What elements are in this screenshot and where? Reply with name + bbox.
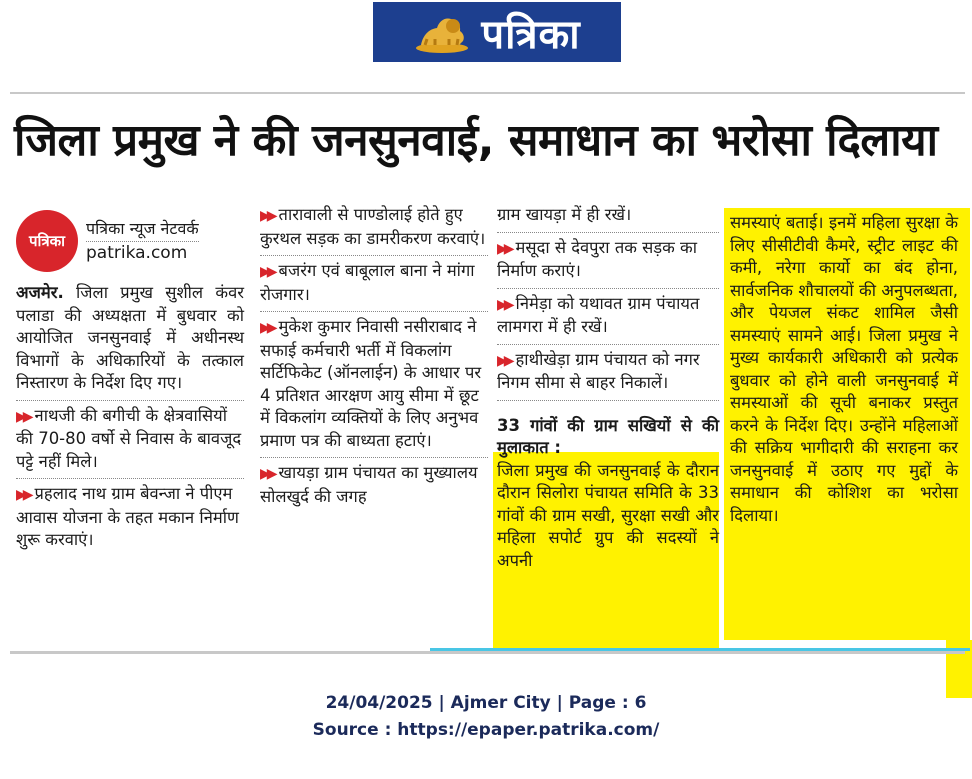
bottom-rule — [10, 651, 965, 654]
headline: जिला प्रमुख ने की जनसुनवाई, समाधान का भरोसा दिलाया — [14, 115, 938, 166]
list-item: ▶▶ खायड़ा ग्राम पंचायत का मुख्यालय सोलखुर्द की जगह — [260, 463, 478, 506]
column-4-text: समस्याएं बताई। इनमें महिला सुरक्षा के लिए सीसीटीवी कैमरे, स्ट्रीट लाइट की कमी, नरेगा कार्यो का बंद होना, सार्वजनिक शौचालयों की अनुपलब्धता, और पेयजल संकट शामिल जैसी समस्याएं सामने आई। जिला प्रमुख ने मुख्य कार्यकारी अधिकारी को प्रत्येक बुधवार को होने वाली जनसुनवाई में समस्याओं की सूची बनाकर प्रस्तुत करने के निर्देश दिए। उन्होंने महिलाओं की सक्रिय भागीदारी की सराहना कर जनसुनवाई में उठाए गए मुद्दों के समाधान की कोशिश का भरोसा दिलाया। — [730, 213, 958, 525]
lead-paragraph — [16, 282, 244, 401]
list-item: ▶▶ नाथजी की बगीची के क्षेत्रवासियों की 70-80 वर्षो से निवास के बावजूद पट्टे नहीं मिले। — [16, 405, 244, 480]
double-arrow-icon: ▶▶ — [16, 408, 30, 425]
lead-text: जिला प्रमुख सुशील कंवर पलाडा की अध्यक्षता में बुधवार को आयोजित जनसुनवाई में अधीनस्थ विभागों के अधिकारियों के तत्काल निस्तारण के निर्देश दिए गए। — [16, 283, 244, 392]
byline-site[interactable]: patrika.com — [86, 243, 188, 263]
list-item: ▶▶ हाथीखेड़ा ग्राम पंचायत को नगर निगम सीमा से बाहर निकालें। — [497, 349, 719, 401]
list-item-continued: ग्राम खायड़ा में ही रखें। — [497, 204, 719, 233]
masthead-title: पत्रिका — [481, 11, 581, 58]
list-item: ▶▶ बजरंग एवं बाबूलाल बाना ने मांगा रोजगार। — [260, 260, 488, 312]
double-arrow-icon: ▶▶ — [260, 264, 274, 280]
dateline-city: अजमेर. — [16, 283, 64, 302]
double-arrow-icon: ▶▶ — [260, 466, 274, 482]
column-2 — [260, 200, 488, 517]
footer — [0, 690, 972, 744]
column-1 — [16, 210, 244, 561]
masthead-logo — [373, 2, 621, 62]
column-3 — [497, 200, 719, 572]
double-arrow-icon: ▶▶ — [260, 208, 274, 224]
byline-network: पत्रिका न्यूज नेटवर्क — [86, 218, 199, 242]
lion-icon — [413, 9, 471, 55]
double-arrow-icon: ▶▶ — [497, 240, 511, 257]
patrika-badge-icon: पत्रिका — [16, 210, 78, 272]
list-item: ▶▶ तारावाली से पाण्डोलाई होते हुए कुरथल सड़क का डामरीकरण करवाएं। — [260, 204, 488, 256]
subhead-text: जिला प्रमुख की जनसुनवाई के दौरान दौरान सिलोरा पंचायत समिति के 33 गांवों की ग्राम सखी, सुरक्षा सखी और महिला सपोर्ट ग्रुप की सदस्यों ने अपनी — [497, 460, 719, 570]
subhead-title: 33 गांवों की ग्राम सखियों से की मुलाकात : — [497, 415, 719, 457]
footer-source[interactable]: Source : https://epaper.patrika.com/ — [312, 720, 660, 740]
double-arrow-icon: ▶▶ — [497, 296, 511, 313]
top-rule — [10, 92, 965, 94]
list-item: ▶▶ मसूदा से देवपुरा तक सड़क का निर्माण कराएं। — [497, 237, 719, 289]
subhead-section — [497, 415, 719, 573]
list-item: ▶▶ प्रहलाद नाथ ग्राम बेवन्जा ने पीएम आवास योजना के तहत मकान निर्माण शुरू करवाएं। — [16, 484, 239, 549]
double-arrow-icon: ▶▶ — [497, 352, 511, 369]
footer-edition: 24/04/2025 | Ajmer City | Page : 6 — [325, 693, 647, 713]
double-arrow-icon: ▶▶ — [260, 320, 274, 336]
list-item: ▶▶ निमेड़ा को यथावत ग्राम पंचायत लामगरा में ही रखें। — [497, 293, 719, 345]
double-arrow-icon: ▶▶ — [16, 487, 30, 503]
byline — [16, 210, 244, 272]
list-item: ▶▶ मुकेश कुमार निवासी नसीराबाद ने सफाई कर्मचारी भर्ती में विकलांग सर्टिफिकेट (ऑनलाईन) के आधार पर 4 प्रतिशत आरक्षण आयु सीमा में छूट में विकलांग व्यक्तियों के लिए अनुभव प्रमाण पत्र की बाध्यता हटाएं। — [260, 316, 488, 458]
